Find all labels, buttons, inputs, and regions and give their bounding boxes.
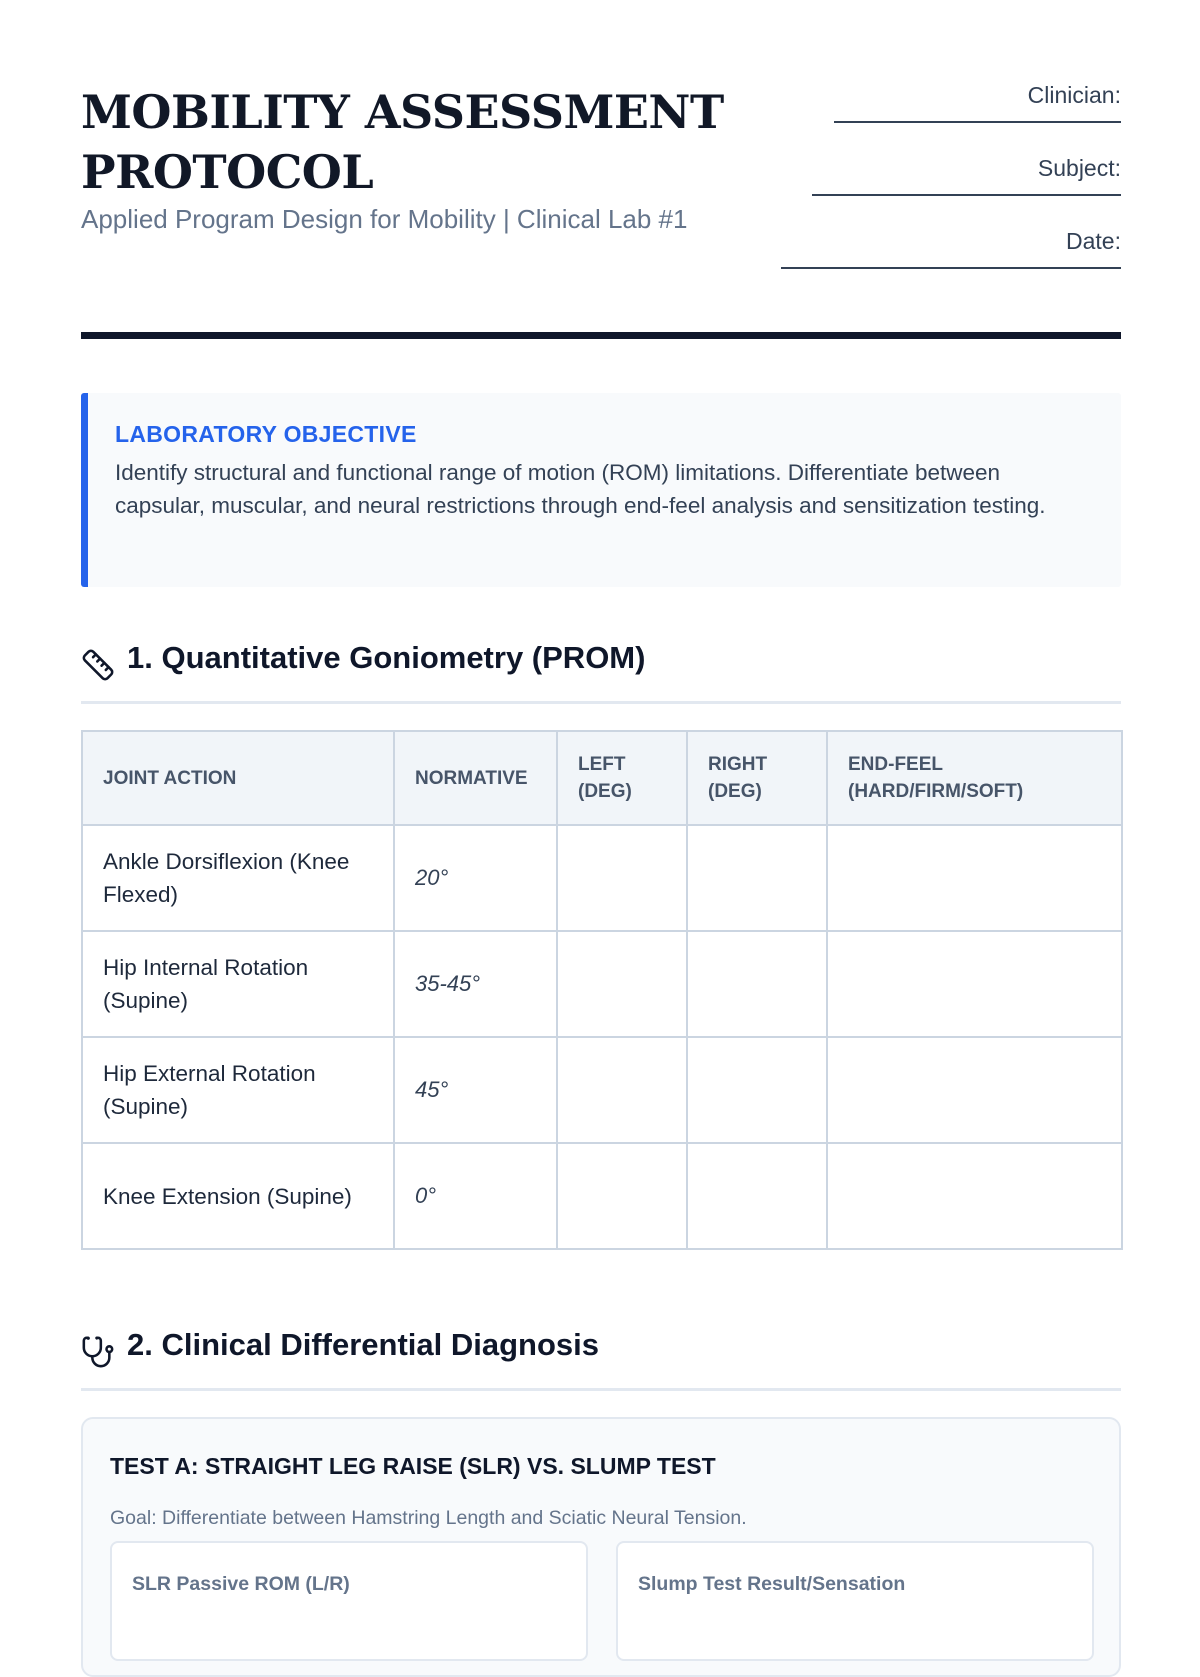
stethoscope-icon — [81, 1335, 115, 1369]
right-deg-input[interactable] — [687, 931, 827, 1037]
table-row — [82, 1037, 1122, 1143]
subject-label: Subject: — [1037, 155, 1121, 181]
header-divider — [81, 332, 1121, 339]
end-feel-input[interactable] — [827, 825, 1122, 931]
clinician-blank-line[interactable] — [834, 121, 1121, 123]
section-1-title: 1. Quantitative Goniometry (PROM) — [127, 640, 646, 675]
right-deg-input[interactable] — [687, 825, 827, 931]
date-field[interactable] — [761, 226, 1121, 299]
ruler-icon — [81, 648, 115, 682]
end-feel-input[interactable] — [827, 1143, 1122, 1249]
right-deg-input[interactable] — [687, 1143, 827, 1249]
col-normative: NORMATIVE — [394, 731, 557, 825]
table-row — [82, 1143, 1122, 1249]
page-title: MOBILITY ASSESSMENT PROTOCOL — [81, 85, 724, 199]
end-feel-input[interactable] — [827, 1037, 1122, 1143]
joint-action-cell: Hip Internal Rotation (Supine) — [82, 931, 394, 1037]
table-header-row — [82, 731, 1122, 825]
subject-field[interactable] — [761, 153, 1121, 226]
signature-fields — [761, 80, 1121, 299]
slump-result-label: Slump Test Result/Sensation — [638, 1573, 906, 1595]
subject-blank-line[interactable] — [812, 194, 1121, 196]
joint-action-cell: Ankle Dorsiflexion (Knee Flexed) — [82, 825, 394, 931]
left-deg-input[interactable] — [557, 825, 687, 931]
col-end-feel: END-FEEL (HARD/FIRM/SOFT) — [827, 731, 1122, 825]
test-a-title: TEST A: STRAIGHT LEG RAISE (SLR) VS. SLUMP TEST — [110, 1453, 716, 1479]
normative-cell: 20° — [394, 825, 557, 931]
slr-rom-field[interactable] — [110, 1541, 588, 1661]
section-2-heading — [81, 1321, 1121, 1391]
test-a-card — [81, 1417, 1121, 1677]
clinician-label: Clinician: — [1027, 82, 1121, 108]
col-right-deg: RIGHT (DEG) — [687, 731, 827, 825]
date-label: Date: — [1066, 228, 1121, 254]
normative-cell: 35-45° — [394, 931, 557, 1037]
normative-cell: 0° — [394, 1143, 557, 1249]
section-1-heading — [81, 634, 1121, 704]
form-header — [81, 0, 1121, 345]
clinician-field[interactable] — [761, 80, 1121, 153]
left-deg-input[interactable] — [557, 1037, 687, 1143]
normative-cell: 45° — [394, 1037, 557, 1143]
end-feel-input[interactable] — [827, 931, 1122, 1037]
goniometry-table — [81, 730, 1123, 1250]
section-2-title: 2. Clinical Differential Diagnosis — [127, 1327, 600, 1362]
assessment-form — [81, 0, 1121, 1595]
page-subtitle: Applied Program Design for Mobility | Clinical Lab #1 — [81, 204, 688, 234]
left-deg-input[interactable] — [557, 1143, 687, 1249]
slump-result-field[interactable] — [616, 1541, 1094, 1661]
objective-title: LABORATORY OBJECTIVE — [115, 421, 417, 447]
objective-callout — [81, 393, 1121, 587]
right-deg-input[interactable] — [687, 1037, 827, 1143]
test-a-goal: Goal: Differentiate between Hamstring Length and Sciatic Neural Tension. — [110, 1507, 747, 1529]
col-left-deg: LEFT (DEG) — [557, 731, 687, 825]
joint-action-cell: Knee Extension (Supine) — [82, 1143, 394, 1249]
table-row — [82, 931, 1122, 1037]
table-row — [82, 825, 1122, 931]
date-blank-line[interactable] — [781, 267, 1121, 269]
col-joint-action: JOINT ACTION — [82, 731, 394, 825]
slr-rom-label: SLR Passive ROM (L/R) — [132, 1573, 350, 1595]
left-deg-input[interactable] — [557, 931, 687, 1037]
joint-action-cell: Hip External Rotation (Supine) — [82, 1037, 394, 1143]
objective-text: Identify structural and functional range of motion (ROM) limitations. Differentiate between capsular, muscular, and neural restrictions through end-feel analysis and sensitization testing. — [115, 460, 1046, 518]
